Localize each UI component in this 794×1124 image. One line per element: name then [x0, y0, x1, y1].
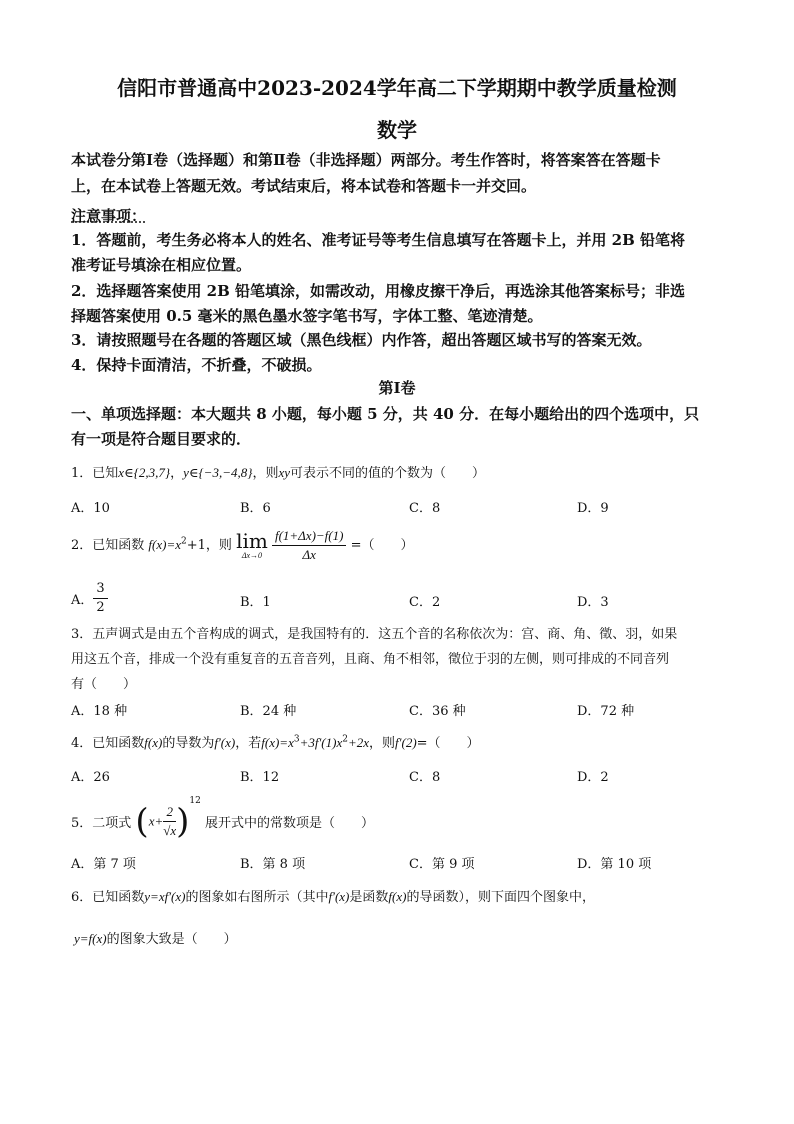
q1-option-b: B．6	[240, 501, 271, 516]
q3-option-c: C．36 种	[409, 704, 466, 719]
question-1: 1．已知x∈{2,3,7}，y∈{−3,−4,8}，则xy可表示不同的值的个数为（ ）	[71, 465, 486, 481]
q4-option-d: D．2	[577, 770, 609, 785]
note-1-line-1: 1．答题前，考生务必将本人的姓名、准考证号等考生信息填写在答题卡上，并用 2B 铅笔将	[71, 231, 686, 249]
subject-title: 数学	[377, 118, 417, 142]
q2-option-a: A． $\frac{3}{2}$	[71, 580, 108, 617]
q5-option-b: B．第 8 项	[240, 857, 306, 872]
question-4: 4．已知函数f(x)的导数为f′(x)，若$f(x)=x^3+3f'(1)x^2+2x$，则f′(2)=（ ）	[71, 734, 480, 751]
q5-option-d: D．第 10 项	[577, 857, 652, 872]
q2-option-c: C．2	[409, 595, 441, 610]
note-4: 4．保持卡面清洁，不折叠，不破损。	[71, 356, 322, 374]
difference-quotient: $\frac{f(1+\Delta x)-f(1)}{\Delta x}$	[272, 527, 347, 564]
q1-option-d: D．9	[577, 501, 609, 516]
section-desc-line-2: 有一项是符合题目要求的．	[71, 430, 252, 448]
q1-option-c: C．8	[409, 501, 441, 516]
q4-option-a: A．26	[71, 770, 110, 785]
q5-option-a: A．第 7 项	[71, 857, 136, 872]
question-6-line-1: 6．已知函数y=xf′(x)的图象如右图所示（其中f′(x)是函数f(x)的导函数），则下面四个图象中，	[71, 889, 595, 905]
limit-operator: lim Δx→0	[236, 529, 268, 560]
note-2-line-2: 择题答案使用 0.5 毫米的黑色墨水签字笔书写，字体工整、笔迹清楚。	[71, 307, 543, 325]
section-title: 第Ⅰ卷	[378, 379, 416, 397]
q4-option-b: B．12	[240, 770, 280, 785]
q4-option-c: C．8	[409, 770, 441, 785]
q5-option-c: C．第 9 项	[409, 857, 475, 872]
q2-option-d: D．3	[577, 595, 609, 610]
q2-option-b: B．1	[240, 595, 271, 610]
question-3-line-1: 3．五声调式是由五个音构成的调式，是我国特有的．这五个音的名称依次为：宫、商、角、徵、羽，如果	[71, 627, 678, 642]
note-2-line-1: 2．选择题答案使用 2B 铅笔填涂，如需改动，用橡皮擦干净后，再选涂其他答案标号；非选	[71, 282, 686, 300]
q3-option-a: A．18 种	[71, 704, 128, 719]
question-5: 5．二项式 (x+ $\frac{2}{√x}$ )$^{12}$ 展开式中的常数项是（ ）	[71, 796, 375, 842]
binomial-fraction: $\frac{2}{√x}$	[163, 804, 177, 838]
note-3: 3．请按照题号在各题的答题区域（黑色线框）内作答，超出答题区域书写的答案无效。	[71, 331, 652, 349]
q3-option-d: D．72 种	[577, 704, 635, 719]
intro-line-1: 本试卷分第Ⅰ卷（选择题）和第Ⅱ卷（非选择题）两部分。考生作答时，将答案答在答题卡	[71, 151, 661, 169]
q1-option-a: A．10	[71, 501, 110, 516]
question-3-line-3: 有（ ）	[71, 677, 137, 692]
q3-option-b: B．24 种	[240, 704, 297, 719]
question-3-line-2: 用这五个音，排成一个没有重复音的五音音列，且商、角不相邻，徵位于羽的左侧，则可排成的不同音列	[71, 652, 670, 667]
question-2: 2．已知函数 $f(x)=x^2+1$，则 lim Δx→0 $\frac{f(1+\Delta x)-f(1)}{\Delta x}$ =（ ）	[71, 528, 414, 562]
question-6-line-2: y=f(x)的图象大致是（ ）	[74, 931, 237, 947]
page-title: 信阳市普通高中2023-2024学年高二下学期期中教学质量检测	[117, 76, 677, 100]
section-desc-line-1: 一、单项选择题：本大题共 8 小题，每小题 5 分，共 40 分．在每小题给出的四个选项中，只	[71, 405, 700, 423]
intro-line-2: 上，在本试卷上答题无效。考试结束后，将本试卷和答题卡一并交回。	[71, 177, 537, 195]
note-1-line-2: 准考证号填涂在相应位置。	[71, 256, 252, 274]
notes-heading: 注意事项：	[71, 207, 147, 225]
